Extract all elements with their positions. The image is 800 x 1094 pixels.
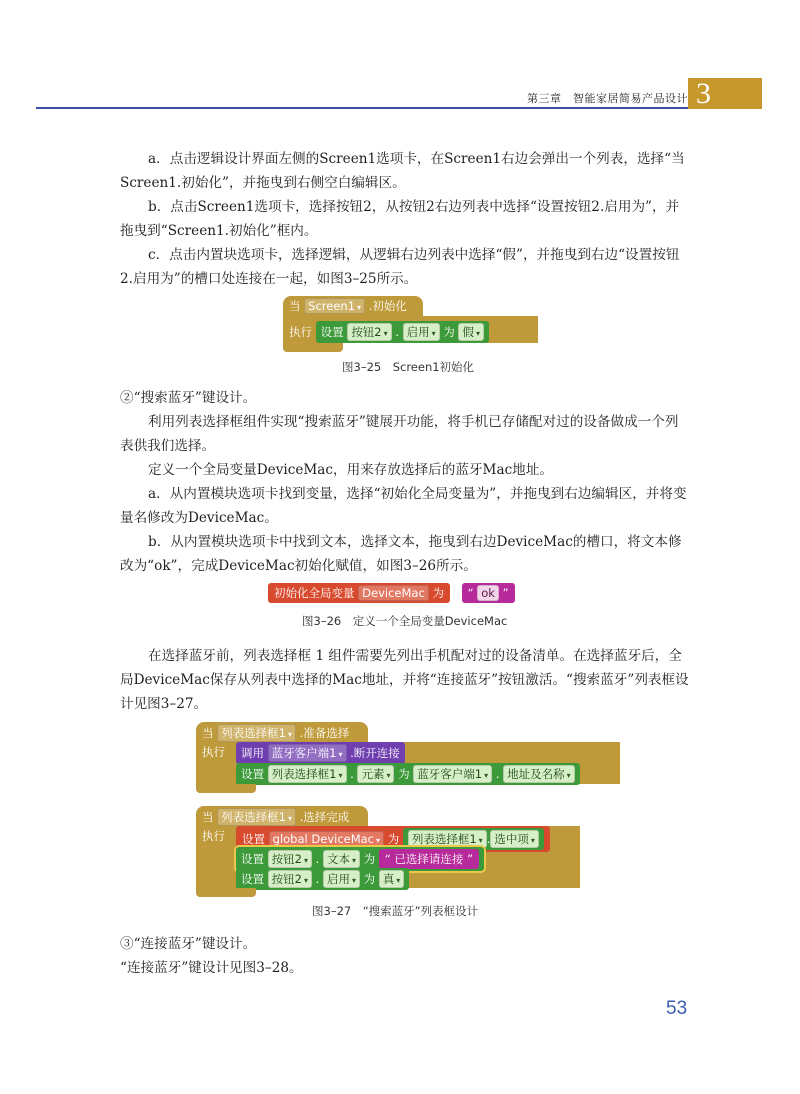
- exec-label: 执行: [289, 325, 312, 339]
- section-connect-bluetooth: ③“连接蓝牙”键设计。: [120, 936, 257, 952]
- event-block-after-picking: 当 列表选择框1 ▾ .选择完成: [196, 806, 368, 826]
- figure-3-27-caption: 图3–27 “搜索蓝牙”列表框设计: [312, 904, 479, 918]
- paragraph-connect-ref: “连接蓝牙”键设计见图3–28。: [120, 960, 303, 976]
- event-block-foot-2: [196, 888, 256, 897]
- set-elements-block: 设置 列表选择框1 ▾ . 元素 ▾ 为 蓝牙客户端1 ▾ . 地址及名称 ▾: [236, 763, 580, 785]
- component-slot: 按钮2 ▾: [347, 323, 391, 341]
- section-search-bluetooth: ②“搜索蓝牙”键设计。: [120, 390, 257, 406]
- paragraph-c1: c．点击内置块选项卡，选择逻辑，从逻辑右边列表中选择“假”，并拖曳到右边“设置按钮2.启用为”的槽口处连接在一起，如图3–25所示。: [120, 247, 680, 287]
- text-block-selected: “ 已选择请连接 ”: [379, 849, 479, 869]
- event-block-before-picking: 当 列表选择框1 ▾ .准备选择: [196, 722, 368, 742]
- bt-client-get-slot: 蓝牙客户端1 ▾: [413, 765, 492, 783]
- variable-name-slot: DeviceMac: [358, 585, 429, 601]
- paragraph-global-var: 定义一个全局变量DeviceMac，用来存放选择后的蓝牙Mac地址。: [148, 462, 553, 478]
- event-block-screen1-init: [283, 296, 423, 316]
- figure-3-26: [268, 583, 548, 605]
- event-block-foot: [283, 343, 343, 352]
- call-disconnect-block: 调用 蓝牙客户端1 ▾ .断开连接: [236, 742, 405, 764]
- button2-slot: 按钮2 ▾: [268, 850, 312, 868]
- exec-label: 执行: [202, 829, 225, 843]
- listpicker-slot: 列表选择框1 ▾: [268, 765, 347, 783]
- paragraph-a2: a．从内置模块选项卡找到变量，选择“初始化全局变量为”，并拖曳到右边编辑区，并将变量名修改为DeviceMac。: [120, 486, 687, 526]
- text-prop-slot: 文本 ▾: [323, 850, 360, 868]
- set-block: 设置 按钮2 ▾ . 启用 ▾ 为 假 ▾: [316, 321, 489, 343]
- set-button-text-block: 设置 按钮2 ▾ . 文本 ▾ 为 “ 已选择请连接 ”: [236, 847, 484, 871]
- paragraph-b1: b．点击Screen1选项卡，选择按钮2，从按钮2右边列表中选择“设置按钮2.启用为”，并拖曳到“Screen1.初始化”框内。: [120, 199, 680, 239]
- selection-getter: 列表选择框1 ▾ . 选中项 ▾: [403, 828, 544, 850]
- set-global-block: 设置 global DeviceMac ▾ 为 列表选择框1 ▾ . 选中项 ▾: [236, 826, 550, 852]
- paragraph-before-select: 在选择蓝牙前，列表选择框 1 组件需要先列出手机配对过的设备清单。在选择蓝牙后，全局DeviceMac保存从列表中选择的Mac地址，并将“连接蓝牙”按钮激活。“搜索蓝牙”列表框设计见图3–27。: [120, 648, 689, 712]
- set-button-enabled-block: 设置 按钮2 ▾ . 启用 ▾ 为 真 ▾: [236, 868, 409, 890]
- init-global-block: 初始化全局变量 DeviceMac 为: [268, 583, 450, 603]
- page-number: 53: [666, 998, 688, 1019]
- exec-body-2: [196, 826, 580, 888]
- paragraph-b2: b．从内置模块选项卡中找到文本，选择文本，拖曳到右边DeviceMac的槽口，将文本修改为“ok”，完成DeviceMac初始化赋值，如图3–26所示。: [120, 534, 682, 574]
- property-slot: 启用 ▾: [403, 323, 440, 341]
- address-names-slot: 地址及名称 ▾: [503, 765, 575, 783]
- button2-slot-2: 按钮2 ▾: [268, 870, 312, 888]
- figure-3-26-caption: 图3–26 定义一个全局变量DeviceMac: [302, 614, 508, 628]
- listpicker-dropdown-2: 列表选择框1 ▾: [217, 808, 296, 826]
- exec-row: [283, 316, 538, 343]
- figure-3-25-caption: 图3–25 Screen1初始化: [342, 360, 475, 374]
- event-label: .初始化: [368, 299, 407, 313]
- exec-body-1: [196, 742, 620, 784]
- false-value: 假 ▾: [458, 323, 484, 341]
- true-value: 真 ▾: [379, 870, 405, 888]
- global-var-slot: global DeviceMac ▾: [269, 831, 384, 847]
- running-header: [36, 78, 762, 108]
- chapter-number-badge: 3: [688, 78, 762, 109]
- elements-slot: 元素 ▾: [357, 765, 394, 783]
- enabled-prop-slot: 启用 ▾: [323, 870, 360, 888]
- bt-client-slot: 蓝牙客户端1 ▾: [268, 744, 347, 762]
- paragraph-a1: a．点击逻辑设计界面左侧的Screen1选项卡，在Screen1右边会弹出一个列表，选择“当Screen1.初始化”，并拖曳到右侧空白编辑区。: [120, 151, 685, 191]
- paragraph-listpicker: 利用列表选择框组件实现“搜索蓝牙”键展开功能，将手机已存储配对过的设备做成一个列表供我们选择。: [120, 414, 679, 454]
- component-dropdown: Screen1 ▾: [304, 298, 365, 314]
- exec-label: 执行: [202, 745, 225, 759]
- when-label: 当: [289, 299, 301, 313]
- event-block-foot-1: [196, 784, 256, 793]
- header-rule: [36, 107, 688, 109]
- text-block-ok: “ ok ”: [462, 583, 515, 603]
- listpicker-dropdown: 列表选择框1 ▾: [217, 724, 296, 742]
- chapter-title: 第三章 智能家居简易产品设计: [527, 92, 688, 105]
